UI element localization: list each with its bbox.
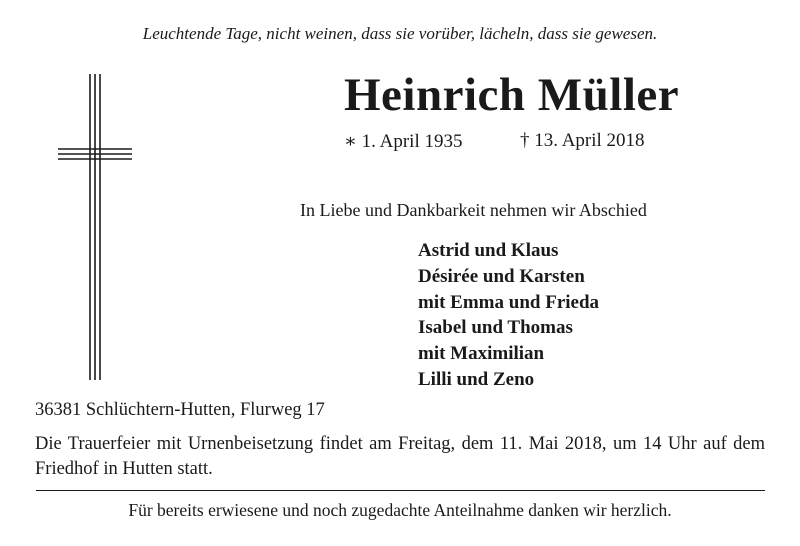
funeral-notice: Die Trauerfeier mit Urnenbeisetzung findet am Freitag, dem 11. Mai 2018, um 14 Uhr auf dem Friedhof in Hutten statt. [35, 434, 765, 479]
mourner-item: mit Emma und Frieda [418, 291, 600, 313]
birth-date: ∗ 1. April 1935 [344, 131, 463, 152]
death-date: † 13. April 2018 [520, 130, 645, 151]
mourner-item: Désirée und Karsten [418, 265, 585, 287]
mourner-item: Isabel und Thomas [418, 317, 573, 339]
mourner-item: Astrid und Klaus [418, 240, 559, 261]
deceased-name: Heinrich Müller [344, 69, 680, 121]
divider [36, 490, 765, 491]
cross-icon [58, 74, 132, 382]
mourner-item: Lilli und Zeno [418, 368, 535, 390]
thanks-line: Für bereits erwiesene und noch zugedachte Anteilnahme danken wir herzlich. [128, 500, 672, 520]
farewell-line: In Liebe und Dankbarkeit nehmen wir Abschied [300, 200, 647, 220]
motto-quote: Leuchtende Tage, nicht weinen, dass sie vorüber, lächeln, dass sie gewesen. [142, 24, 658, 43]
mourners-list [418, 238, 599, 393]
family-address: 36381 Schlüchtern-Hutten, Flurweg 17 [35, 400, 325, 420]
mourner-item: mit Maximilian [418, 343, 545, 365]
